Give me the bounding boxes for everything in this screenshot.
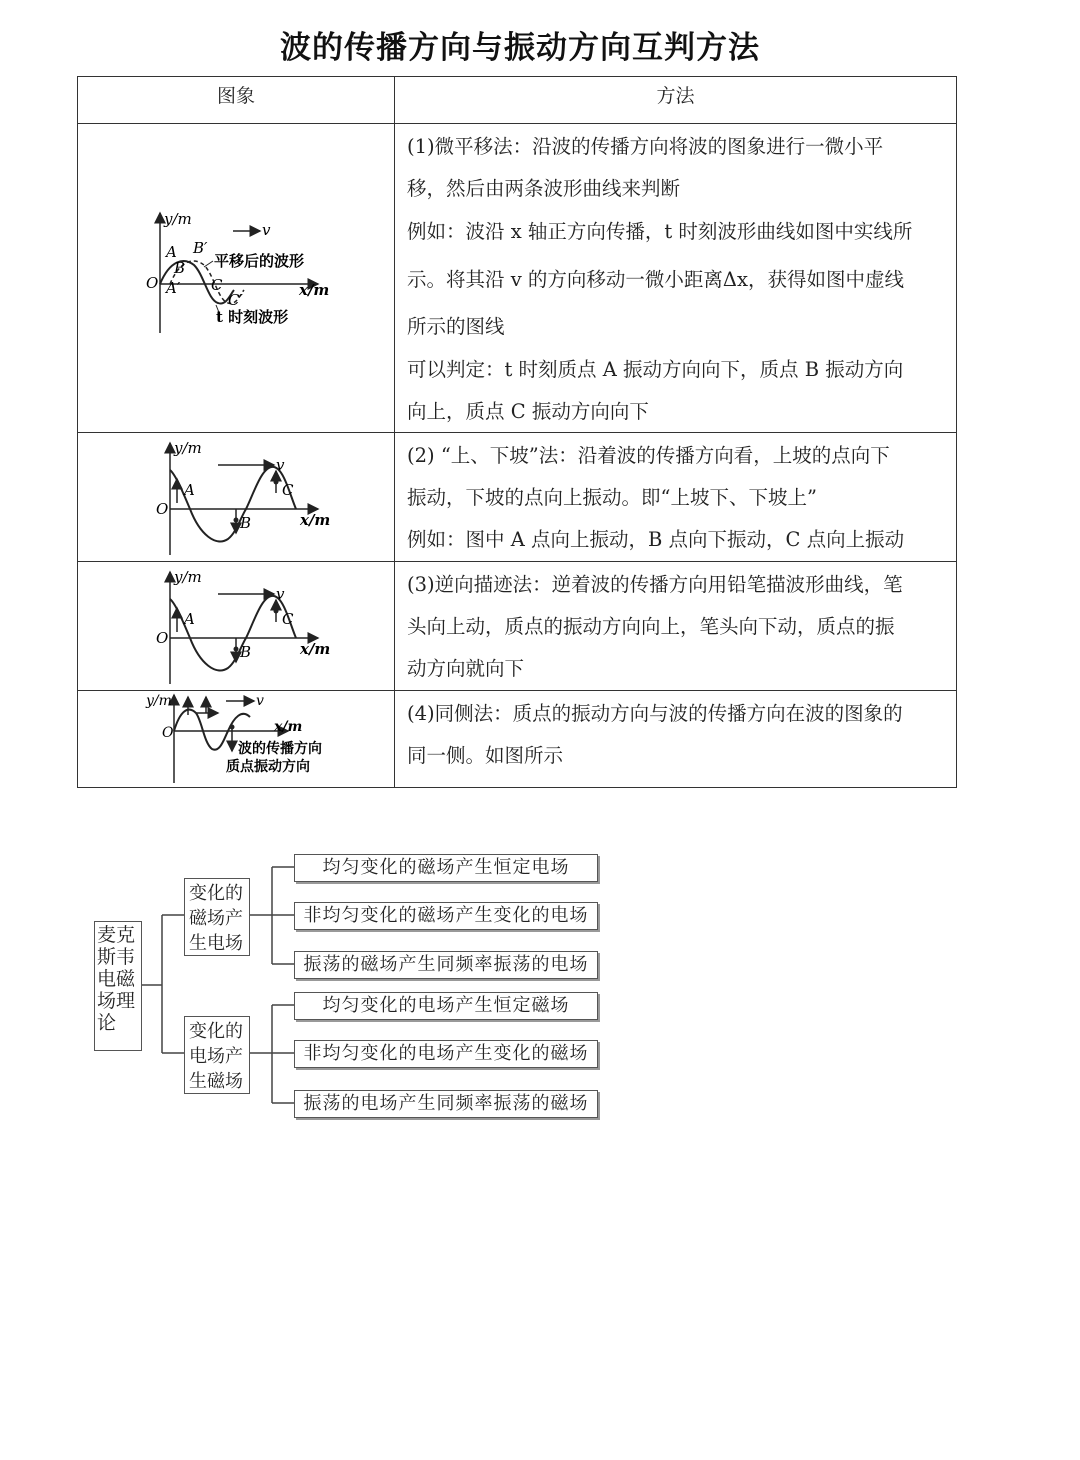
point-b-label: B	[174, 258, 186, 277]
point-c-label: C	[282, 609, 294, 628]
point-a-label: A	[166, 242, 177, 261]
branch-line: 生电场	[189, 933, 243, 954]
x-axis-label: x/m	[299, 280, 330, 299]
origin-label: O	[156, 628, 169, 647]
root-line: 斯韦	[97, 946, 136, 968]
method-text: 动方向就向下	[407, 657, 525, 680]
velocity-label: v	[276, 584, 285, 603]
y-axis-label: y/m	[146, 693, 172, 709]
method-text: (4)同侧法：质点的振动方向与波的传播方向在波的图象的	[407, 702, 903, 725]
leaf-node: 振荡的电场产生同频率振荡的磁场	[294, 1090, 598, 1118]
leaf-node: 非均匀变化的磁场产生变化的电场	[294, 902, 598, 930]
origin-label: O	[162, 725, 174, 741]
method-text: 头向上动，质点的振动方向向上，笔头向下动，质点的振	[407, 615, 895, 638]
method-text: 例如：波沿 x 轴正方向传播，t 时刻波形曲线如图中实线所	[407, 220, 913, 243]
method-text: 振动，下坡的点向上振动。即“上坡下、下坡上”	[407, 486, 817, 509]
leaf-node: 非均匀变化的电场产生变化的磁场	[294, 1040, 598, 1068]
y-axis-label: y/m	[174, 438, 202, 457]
point-c-label: C	[282, 480, 294, 499]
origin-label: O	[156, 499, 169, 518]
wave-direction-label: 波的传播方向	[238, 741, 322, 757]
point-b-prime-label: B′	[193, 238, 208, 257]
leaf-node: 均匀变化的电场产生恒定磁场	[294, 992, 598, 1020]
point-b-label: B	[240, 642, 252, 661]
point-a-label: A	[184, 609, 195, 628]
root-line: 论	[97, 1012, 117, 1034]
header-method: 方法	[395, 77, 957, 124]
origin-label: O	[146, 273, 159, 292]
y-axis-label: y/m	[174, 567, 202, 586]
point-a-label: A	[184, 480, 195, 499]
root-line: 场理	[97, 990, 136, 1012]
x-axis-label: x/m	[300, 639, 331, 658]
method-text: 移，然后由两条波形曲线来判断	[407, 177, 681, 200]
branch-line: 变化的	[189, 883, 243, 904]
page-title: 波的传播方向与振动方向互判方法	[280, 30, 760, 66]
branch-electric-to-magnetic	[184, 1016, 250, 1094]
branch-line: 变化的	[189, 1021, 243, 1042]
mindmap-root	[94, 921, 142, 1051]
branch-line: 生磁场	[189, 1071, 243, 1092]
leaf-node: 振荡的磁场产生同频率振荡的电场	[294, 951, 598, 979]
x-axis-label: x/m	[274, 719, 303, 735]
method-text: (1)微平移法：沿波的传播方向将波的图象进行一微小平	[407, 135, 884, 158]
leaf-node: 均匀变化的磁场产生恒定电场	[294, 854, 598, 882]
point-a-prime-label: A′	[166, 278, 181, 297]
point-c-label: C	[211, 275, 223, 294]
method-text: 示。将其沿 v 的方向移动一微小距离Δx，获得如图中虚线	[407, 268, 904, 291]
point-c-prime-label: C′	[228, 290, 243, 309]
velocity-label: v	[256, 693, 264, 709]
x-axis-label: x/m	[300, 510, 331, 529]
header-image: 图象	[78, 77, 395, 124]
method-text: 例如：图中 A 点向上振动，B 点向下振动，C 点向上振动	[407, 528, 905, 551]
method-text: 同一侧。如图所示	[407, 744, 564, 767]
method-text: 可以判定：t 时刻质点 A 振动方向向下，质点 B 振动方向	[407, 358, 904, 381]
branch-line: 电场产	[189, 1046, 243, 1067]
current-waveform-label: t 时刻波形	[216, 307, 289, 326]
velocity-label: v	[262, 220, 271, 239]
shifted-waveform-label: 平移后的波形	[214, 251, 305, 270]
branch-magnetic-to-electric	[184, 878, 250, 956]
particle-direction-label: 质点振动方向	[226, 759, 310, 775]
method-text: (3)逆向描迹法：逆着波的传播方向用铅笔描波形曲线，笔	[407, 573, 903, 596]
y-axis-label: y/m	[164, 209, 192, 228]
method-text: 所示的图线	[407, 315, 505, 338]
method-text: (2) “上、下坡”法：沿着波的传播方向看，上坡的点向下	[407, 444, 890, 467]
root-line: 麦克	[97, 924, 136, 946]
root-line: 电磁	[97, 968, 136, 990]
point-b-label: B	[240, 513, 252, 532]
branch-line: 磁场产	[189, 908, 243, 929]
method-text: 向上，质点 C 振动方向向下	[407, 400, 649, 423]
velocity-label: v	[276, 455, 285, 474]
